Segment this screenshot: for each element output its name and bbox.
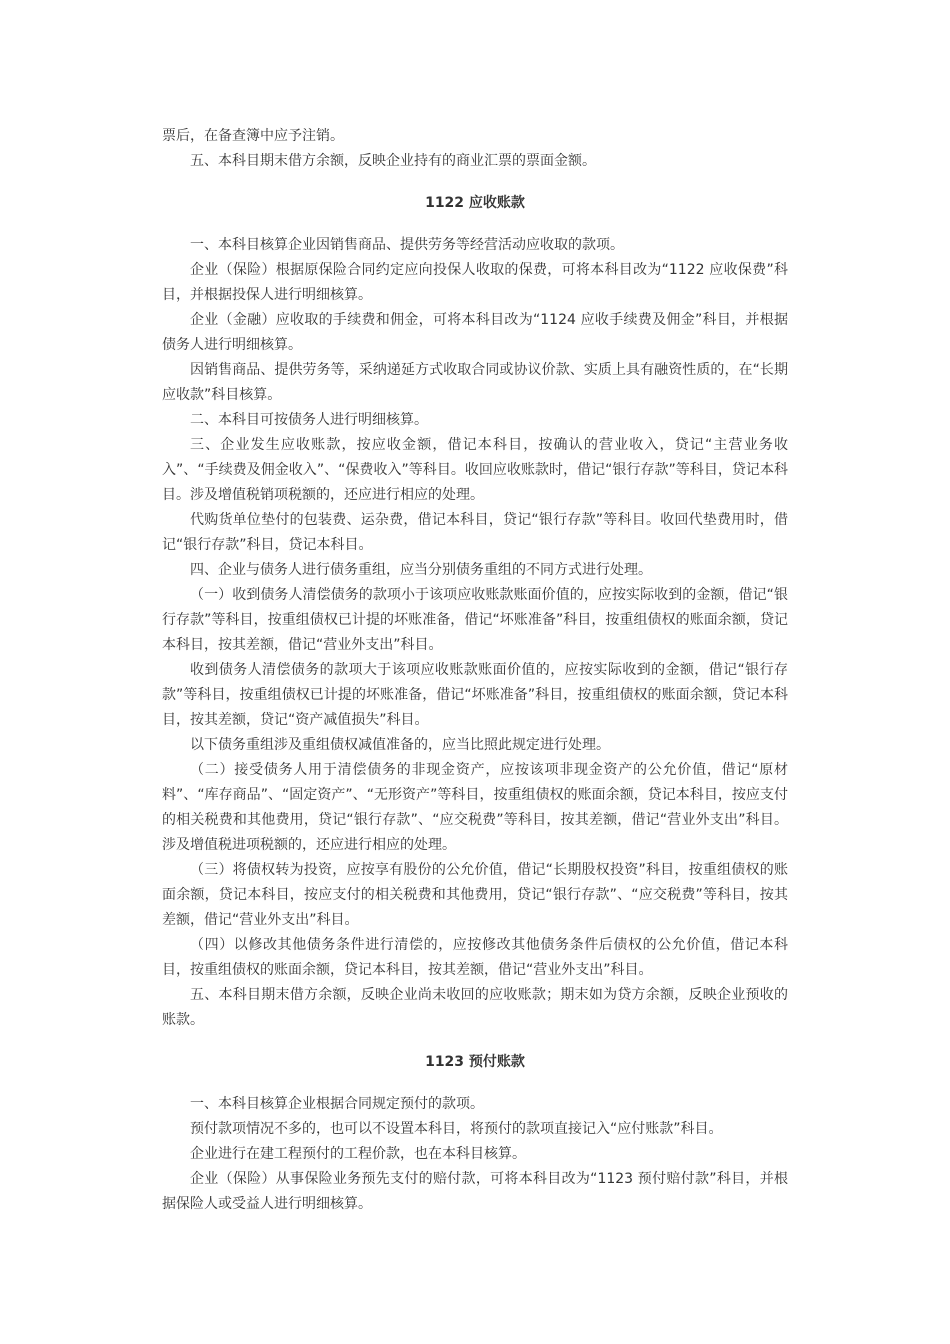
- paragraph: （四）以修改其他债务条件进行清偿的，应按修改其他债务条件后债权的公允价值，借记本科目，按重组债权的账面余额，贷记本科目，按其差额，借记“营业外支出”科目。: [162, 937, 788, 978]
- section-heading-1122: 1122 应收账款: [425, 195, 525, 211]
- paragraph: 票后，在备查簿中应予注销。: [162, 128, 344, 144]
- paragraph: 一、本科目核算企业因销售商品、提供劳务等经营活动应收取的款项。: [190, 237, 624, 253]
- paragraph: 预付款项情况不多的，也可以不设置本科目，将预付的款项直接记入“应付账款”科目。: [190, 1121, 723, 1137]
- paragraph: 三、企业发生应收账款，按应收金额，借记本科目，按确认的营业收入，贷记“主营业务收入”、“手续费及佣金收入”、“保费收入”等科目。收回应收账款时，借记“银行存款”等科目，贷记本科目。涉及增值税销项税额的，还应进行相应的处理。: [162, 437, 788, 503]
- paragraph: 企业（保险）从事保险业务预先支付的赔付款，可将本科目改为“1123 预付赔付款”科目，并根据保险人或受益人进行明细核算。: [162, 1171, 788, 1212]
- paragraph: 收到债务人清偿债务的款项大于该项应收账款账面价值的，应按实际收到的金额，借记“银行存款”等科目，按重组债权已计提的坏账准备，借记“坏账准备”科目，按重组债权的账面余额，贷记本科目，按其差额，贷记“资产减值损失”科目。: [162, 662, 788, 728]
- paragraph: 代购货单位垫付的包装费、运杂费，借记本科目，贷记“银行存款”等科目。收回代垫费用时，借记“银行存款”科目，贷记本科目。: [162, 512, 788, 553]
- section-heading-1123: 1123 预付账款: [425, 1054, 525, 1070]
- paragraph: 企业（金融）应收取的手续费和佣金，可将本科目改为“1124 应收手续费及佣金”科目，并根据债务人进行明细核算。: [162, 312, 788, 353]
- paragraph: 二、本科目可按债务人进行明细核算。: [190, 412, 428, 428]
- paragraph: 四、企业与债务人进行债务重组，应当分别债务重组的不同方式进行处理。: [190, 562, 652, 578]
- paragraph: 因销售商品、提供劳务等，采纳递延方式收取合同或协议价款、实质上具有融资性质的，在“长期应收款”科目核算。: [162, 362, 788, 403]
- paragraph: 五、本科目期末借方余额，反映企业持有的商业汇票的票面金额。: [190, 153, 596, 169]
- paragraph: （三）将债权转为投资，应按享有股份的公允价值，借记“长期股权投资”科目，按重组债权的账面余额，贷记本科目，按应支付的相关税费和其他费用，贷记“银行存款”、“应交税费”等科目，按其差额，借记“营业外支出”科目。: [162, 862, 788, 928]
- paragraph: 五、本科目期末借方余额，反映企业尚未收回的应收账款；期末如为贷方余额，反映企业预收的账款。: [162, 987, 788, 1028]
- document-page: [162, 124, 788, 1217]
- paragraph: 企业（保险）根据原保险合同约定应向投保人收取的保费，可将本科目改为“1122 应收保费”科目，并根据投保人进行明细核算。: [162, 262, 788, 303]
- paragraph: 一、本科目核算企业根据合同规定预付的款项。: [190, 1096, 484, 1112]
- paragraph: 以下债务重组涉及重组债权减值准备的，应当比照此规定进行处理。: [190, 737, 610, 753]
- paragraph: 企业进行在建工程预付的工程价款，也在本科目核算。: [190, 1146, 526, 1162]
- paragraph: （一）收到债务人清偿债务的款项小于该项应收账款账面价值的，应按实际收到的金额，借记“银行存款”等科目，按重组债权已计提的坏账准备，借记“坏账准备”科目，按重组债权的账面余额，贷记本科目，按其差额，借记“营业外支出”科目。: [162, 587, 788, 653]
- paragraph: （二）接受债务人用于清偿债务的非现金资产，应按该项非现金资产的公允价值，借记“原材料”、“库存商品”、“固定资产”、“无形资产”等科目，按重组债权的账面余额，贷记本科目，按应支付的相关税费和其他费用，贷记“银行存款”、“应交税费”等科目，按其差额，借记“营业外支出”科目。涉及增值税进项税额的，还应进行相应的处理。: [162, 762, 788, 853]
